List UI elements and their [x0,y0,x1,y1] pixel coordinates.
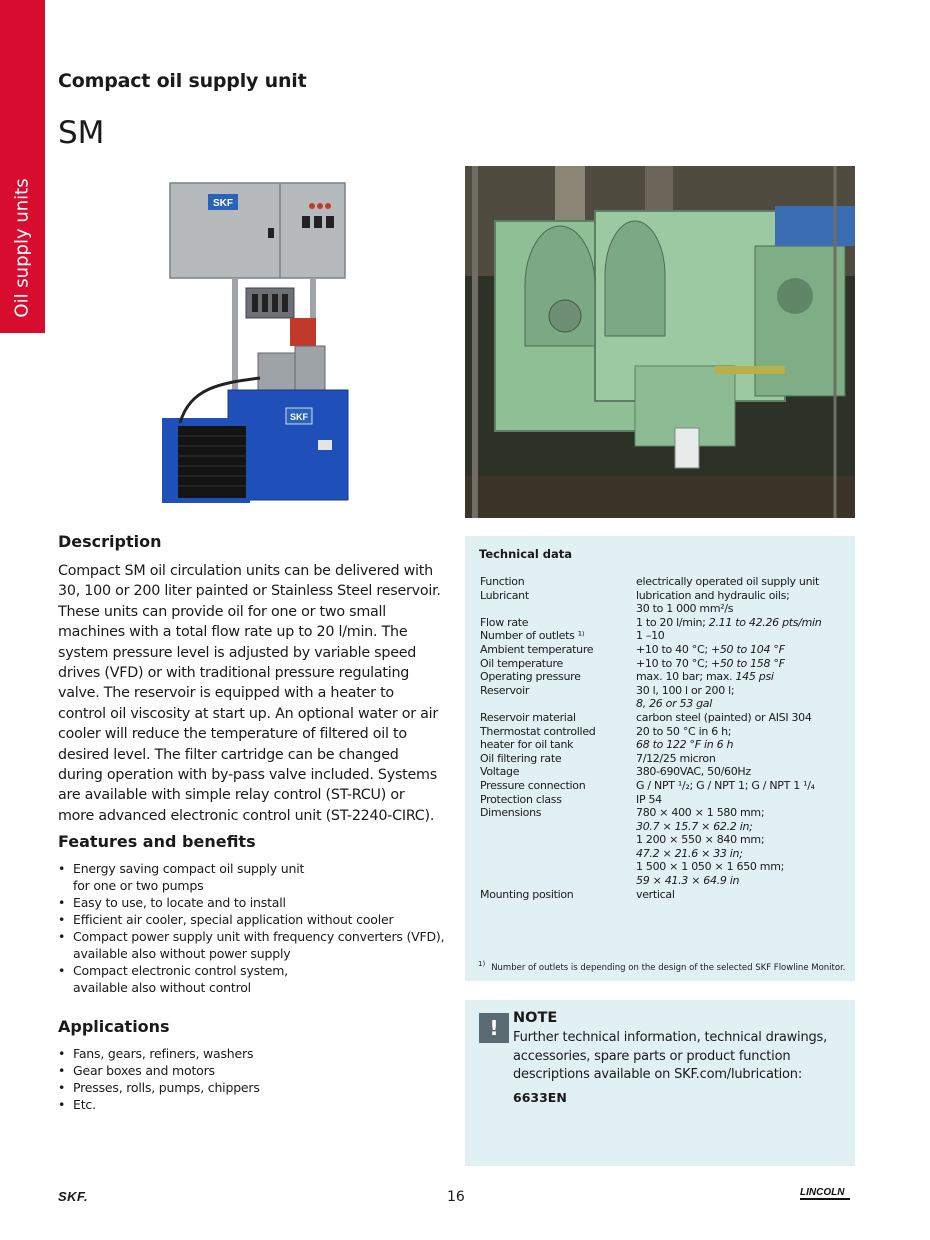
tech-label: Function [480,575,525,588]
tech-label: Oil temperature [480,656,563,670]
applications-heading: Applications [58,1017,170,1036]
tech-row [480,697,840,711]
tech-value: +10 to 70 °C; +50 to 158 °F [636,656,785,670]
tech-value: G / NPT ¹/₂; G / NPT 1; G / NPT 1 ¹/₄ [636,778,815,792]
svg-text:LINCOLN: LINCOLN [800,1187,845,1198]
tech-label: Number of outlets ¹⁾ [480,629,585,643]
tech-row [480,643,840,657]
tech-value: 20 to 50 °C in 6 h; [636,724,732,738]
tech-row [480,684,840,698]
tech-row [480,833,840,847]
applications-item: • Presses, rolls, pumps, chippers [58,1079,260,1096]
tech-value: +10 to 40 °C; +50 to 104 °F [636,642,785,656]
features-item: • Efficient air cooler, special application without cooler [58,911,444,928]
features-item: • Compact power supply unit with frequency converters (VFD), available also without power supply [58,928,444,962]
technical-data-table [480,575,840,901]
tech-label [480,833,636,847]
tech-label: Thermostat controlled [480,724,596,738]
applications-item: • Etc. [58,1096,260,1113]
features-list [58,860,444,996]
applications-item: • Gear boxes and motors [58,1062,260,1079]
tech-value: max. 10 bar; max. 145 psi [636,670,774,684]
tech-value: 1 200 × 550 × 840 mm; [636,833,765,847]
tech-row [480,779,840,793]
features-item: • Easy to use, to locate and to install [58,894,444,911]
tech-row [480,738,840,752]
tech-row [480,589,840,603]
tech-label: Protection class [480,792,562,806]
tech-value: 8, 26 or 53 gal [636,697,713,711]
tech-value: vertical [636,887,675,901]
tech-row [480,616,840,630]
tech-row [480,670,840,684]
features-item: • Compact electronic control system, available also without control [58,962,444,996]
tech-value: 380-690VAC, 50/60Hz [636,765,751,779]
tech-label: heater for oil tank [480,738,574,752]
description-text: Compact SM oil circulation units can be delivered with 30, 100 or 200 liter painted or Stainless Steel reservoir. These units can provide oil for one or two small machines with a total flow rate up to 20 l/min. The system pressure level is adjusted by variable speed drives (VFD) or with traditional pressure regulating valve. The reservoir is equipped with a heater to control oil viscosity at start up. An optional water or air cooler will reduce the temperature of filtered oil to desired level. The filter cartridge can be changed during operation with by-pass valve included. Systems are available with simple relay control (ST-RCU) or more advanced electronic control unit (ST-2240-CIRC). [58,563,441,824]
applications-item: • Fans, gears, refiners, washers [58,1045,260,1062]
note-text: Further technical information, technical drawings, accessories, spare parts or product function descriptions available on SKF.com/lubrication: [513,1030,828,1082]
tech-label [480,860,636,874]
tech-label: Reservoir material [480,710,576,724]
skf-badge-tank-text: SKF [290,412,308,422]
tech-label: Reservoir [480,683,530,697]
tech-row [480,860,840,874]
features-heading: Features and benefits [58,832,256,851]
tech-value: electrically operated oil supply unit [636,575,820,588]
section-side-tab-label: Oil supply units [11,178,33,318]
tech-row [480,847,840,861]
description-heading: Description [58,532,162,551]
tech-value: 68 to 122 °F in 6 h [636,738,734,752]
tech-label: Pressure connection [480,778,586,792]
tech-label: Operating pressure [480,670,581,684]
tech-row [480,657,840,671]
section-side-tab [0,0,45,333]
tech-label [480,602,636,616]
tech-row [480,874,840,888]
technical-data-footnote: $^{1)}$ Number of outlets is depending on the design of the selected SKF Flowline Monitor. [478,960,846,973]
tech-row [480,725,840,739]
tech-row [480,793,840,807]
tech-label [480,874,636,888]
tech-value: 30 l, 100 l or 200 l; [636,683,735,697]
tech-value: 30.7 × 15.7 × 62.2 in; [636,819,753,833]
tech-value: 780 × 400 × 1 580 mm; [636,806,765,820]
lincoln-logo [800,1184,852,1204]
note-document-code: 6633EN [513,1090,567,1105]
tech-row [480,629,840,643]
applications-list [58,1045,260,1113]
tech-row [480,602,840,616]
tech-label [480,820,636,834]
tech-row [480,888,840,902]
features-item: • Energy saving compact oil supply unit for one or two pumps [58,860,444,894]
tech-value: 7/12/25 micron [636,751,716,765]
exclamation-icon: ! [479,1013,509,1043]
tech-label: Voltage [480,765,520,779]
tech-value: 1 to 20 l/min; 2.11 to 42.26 pts/min [636,615,822,629]
tech-row [480,575,840,589]
note-title: NOTE [513,1010,558,1026]
tech-row [480,711,840,725]
tech-value: carbon steel (painted) or AISI 304 [636,710,812,724]
skf-badge-top-text: SKF [213,198,233,209]
page-title: SM [58,115,105,151]
tech-value: 1 500 × 1 050 × 1 650 mm; [636,860,785,874]
page-subtitle: Compact oil supply unit [58,70,307,92]
tech-value: lubrication and hydraulic oils; [636,588,790,602]
tech-label [480,697,636,711]
tech-label: Flow rate [480,615,529,629]
tech-label: Ambient temperature [480,642,594,656]
installation-photo [465,166,855,518]
tech-value: IP 54 [636,792,662,806]
tech-row [480,752,840,766]
tech-label: Mounting position [480,887,574,901]
tech-value: 47.2 × 21.6 × 33 in; [636,846,743,860]
tech-row [480,806,840,820]
tech-value: 30 to 1 000 mm²/s [636,602,734,616]
tech-label [480,847,636,861]
tech-label: Dimensions [480,806,542,820]
tech-value: 1 –10 [636,629,665,643]
page-number: 16 [447,1189,465,1205]
technical-data-title: Technical data [479,547,573,561]
tech-row [480,765,840,779]
tech-label: Lubricant [480,588,529,602]
skf-logo: SKF. [58,1189,89,1204]
tech-row [480,820,840,834]
tech-label: Oil filtering rate [480,751,562,765]
tech-value: 59 × 41.3 × 64.9 in [636,874,740,888]
product-photo [150,178,370,510]
